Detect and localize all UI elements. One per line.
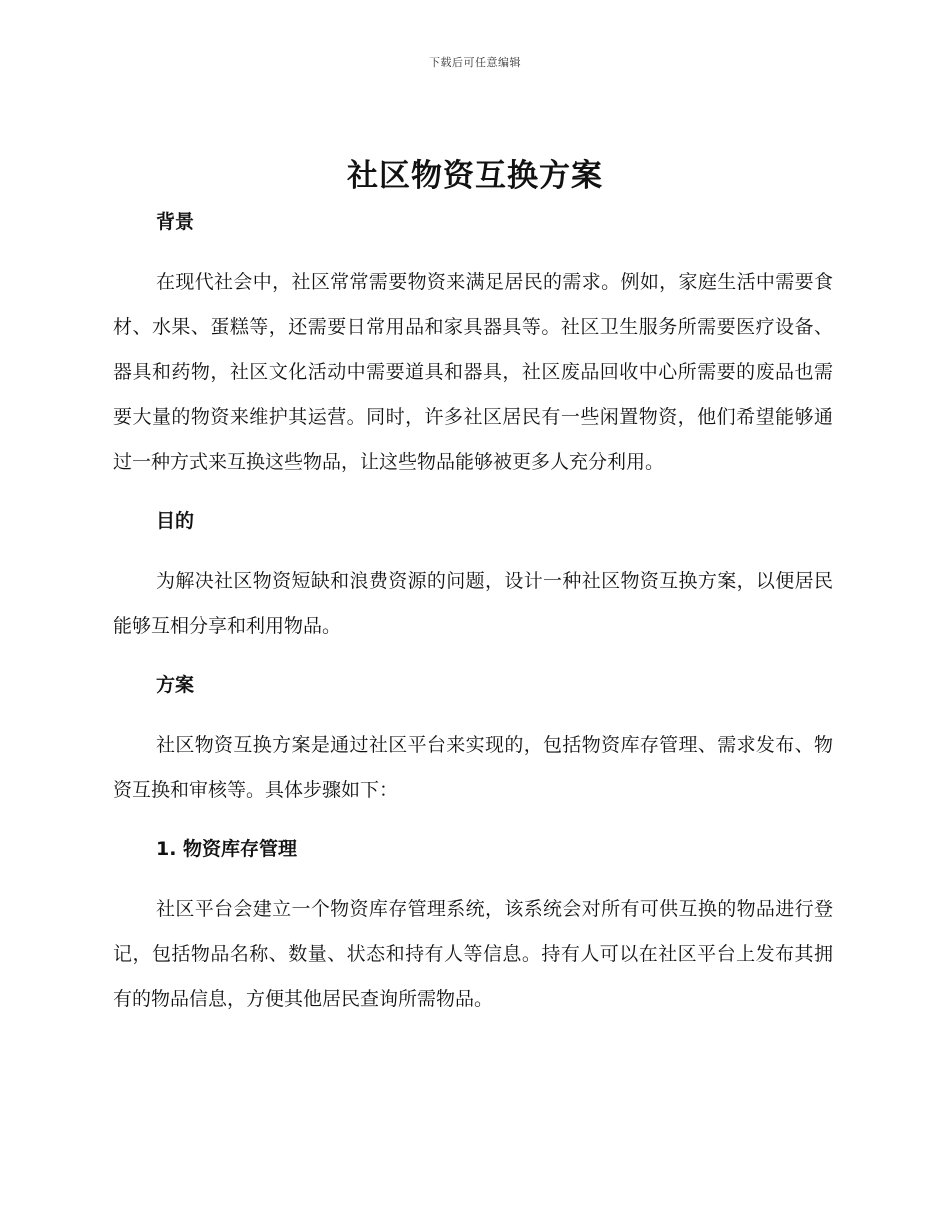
document-title: 社区物资互换方案	[347, 158, 603, 194]
header-note: 下载后可任意编辑	[429, 56, 521, 69]
document-body	[113, 204, 833, 1022]
section-heading-inventory: 1. 物资库存管理	[156, 838, 298, 860]
section-heading-background: 背景	[156, 211, 195, 233]
section-paragraph-inventory: 社区平台会建立一个物资库存管理系统，该系统会对所有可供互换的物品进行登记，包括物品名称、数量、状态和持有人等信息。持有人可以在社区平台上发布其拥有的物品信息，方便其他居民查询所需物品。	[113, 898, 833, 1010]
section-paragraph-purpose: 为解决社区物资短缺和浪费资源的问题，设计一种社区物资互换方案，以便居民能够互相分享和利用物品。	[113, 570, 833, 637]
section-heading-purpose: 目的	[156, 510, 195, 532]
section-paragraph-plan: 社区物资互换方案是通过社区平台来实现的，包括物资库存管理、需求发布、物资互换和审核等。具体步骤如下：	[113, 734, 833, 801]
section-paragraph-background: 在现代社会中，社区常常需要物资来满足居民的需求。例如，家庭生活中需要食材、水果、蛋糕等，还需要日常用品和家具器具等。社区卫生服务所需要医疗设备、器具和药物，社区文化活动中需要道具和器具，社区废品回收中心所需要的废品也需要大量的物资来维护其运营。同时，许多社区居民有一些闲置物资，他们希望能够通过一种方式来互换这些物品，让这些物品能够被更多人充分利用。	[113, 271, 833, 473]
section-heading-plan: 方案	[156, 674, 195, 696]
